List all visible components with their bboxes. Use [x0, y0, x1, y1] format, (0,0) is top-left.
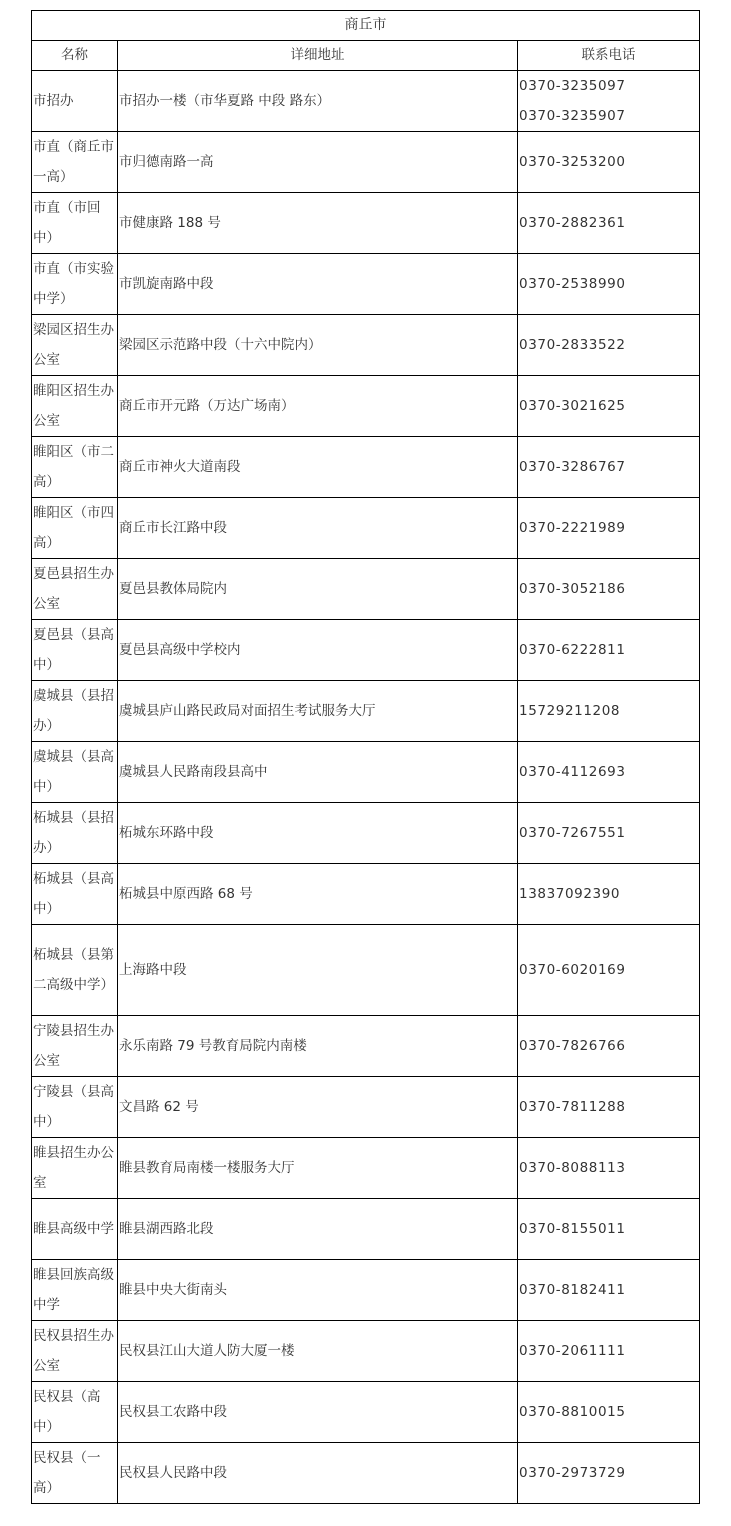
cell-name: 虞城县（县高中）	[32, 742, 118, 803]
phone-number: 0370-2061111	[519, 1343, 626, 1359]
phone-number: 0370-3021625	[519, 398, 626, 414]
table-row	[32, 1199, 700, 1260]
cell-address: 永乐南路 79 号教育局院内南楼	[118, 1016, 518, 1077]
cell-phone	[518, 925, 700, 1016]
cell-name: 柘城县（县高中）	[32, 864, 118, 925]
cell-address: 市健康路 188 号	[118, 193, 518, 254]
phone-number: 0370-2973729	[519, 1465, 626, 1481]
cell-name: 柘城县（县第二高级中学）	[32, 925, 118, 1016]
cell-phone	[518, 1382, 700, 1443]
table-row	[32, 1443, 700, 1504]
cell-phone	[518, 803, 700, 864]
phone-number: 0370-8155011	[519, 1221, 626, 1237]
cell-phone	[518, 315, 700, 376]
cell-address: 民权县人民路中段	[118, 1443, 518, 1504]
cell-address: 商丘市神火大道南段	[118, 437, 518, 498]
table-row	[32, 315, 700, 376]
cell-phone	[518, 376, 700, 437]
cell-phone	[518, 437, 700, 498]
cell-name: 民权县（一高）	[32, 1443, 118, 1504]
cell-address: 虞城县人民路南段县高中	[118, 742, 518, 803]
table-row	[32, 1016, 700, 1077]
cell-phone	[518, 193, 700, 254]
cell-phone	[518, 1321, 700, 1382]
table-row	[32, 559, 700, 620]
table-row	[32, 71, 700, 132]
phone-number: 0370-6020169	[519, 962, 626, 978]
phone-number: 0370-7811288	[519, 1099, 626, 1115]
cell-phone	[518, 132, 700, 193]
cell-name: 宁陵县招生办公室	[32, 1016, 118, 1077]
cell-phone	[518, 864, 700, 925]
phone-number: 0370-8182411	[519, 1282, 626, 1298]
cell-address: 睢县教育局南楼一楼服务大厅	[118, 1138, 518, 1199]
cell-address: 民权县工农路中段	[118, 1382, 518, 1443]
cell-name: 宁陵县（县高中）	[32, 1077, 118, 1138]
phone-number: 15729211208	[519, 703, 621, 719]
cell-name: 夏邑县招生办公室	[32, 559, 118, 620]
header-name: 名称	[32, 41, 118, 71]
phone-number: 0370-3052186	[519, 581, 626, 597]
cell-address: 柘城东环路中段	[118, 803, 518, 864]
table-row	[32, 376, 700, 437]
cell-address: 市凯旋南路中段	[118, 254, 518, 315]
cell-name: 睢县高级中学	[32, 1199, 118, 1260]
cell-phone	[518, 620, 700, 681]
table-row	[32, 437, 700, 498]
cell-name: 市直（市回中）	[32, 193, 118, 254]
cell-name: 睢阳区（市四高）	[32, 498, 118, 559]
cell-address: 虞城县庐山路民政局对面招生考试服务大厅	[118, 681, 518, 742]
cell-phone	[518, 1260, 700, 1321]
phone-number: 0370-8088113	[519, 1160, 626, 1176]
cell-phone	[518, 1138, 700, 1199]
cell-address: 商丘市开元路（万达广场南）	[118, 376, 518, 437]
cell-address: 市招办一楼（市华夏路 中段 路东）	[118, 71, 518, 132]
cell-name: 睢县回族高级中学	[32, 1260, 118, 1321]
table-wrapper	[31, 10, 699, 1504]
table-row	[32, 742, 700, 803]
phone-number: 0370-7267551	[519, 825, 626, 841]
phone-number: 0370-3235907	[519, 108, 626, 124]
cell-phone	[518, 71, 700, 132]
cell-address: 睢县中央大街南头	[118, 1260, 518, 1321]
cell-address: 市归德南路一高	[118, 132, 518, 193]
cell-address: 夏邑县高级中学校内	[118, 620, 518, 681]
cell-phone	[518, 254, 700, 315]
cell-name: 夏邑县（县高中）	[32, 620, 118, 681]
phone-number: 0370-4112693	[519, 764, 626, 780]
phone-number: 0370-3286767	[519, 459, 626, 475]
table-row	[32, 132, 700, 193]
cell-address: 上海路中段	[118, 925, 518, 1016]
table-row	[32, 803, 700, 864]
phone-number: 0370-2221989	[519, 520, 626, 536]
cell-address: 民权县江山大道人防大厦一楼	[118, 1321, 518, 1382]
cell-name: 柘城县（县招办）	[32, 803, 118, 864]
contact-table-body	[32, 11, 700, 1504]
table-row	[32, 1382, 700, 1443]
table-row	[32, 925, 700, 1016]
cell-name: 睢阳区（市二高）	[32, 437, 118, 498]
cell-address: 商丘市长江路中段	[118, 498, 518, 559]
cell-phone	[518, 559, 700, 620]
cell-name: 睢县招生办公室	[32, 1138, 118, 1199]
phone-number: 0370-8810015	[519, 1404, 626, 1420]
cell-phone	[518, 498, 700, 559]
contact-table	[31, 10, 700, 1504]
table-row	[32, 254, 700, 315]
cell-name: 民权县招生办公室	[32, 1321, 118, 1382]
phone-number: 13837092390	[519, 886, 621, 902]
cell-phone	[518, 681, 700, 742]
cell-name: 梁园区招生办公室	[32, 315, 118, 376]
cell-phone	[518, 1199, 700, 1260]
table-row	[32, 193, 700, 254]
table-row	[32, 864, 700, 925]
cell-phone	[518, 1016, 700, 1077]
cell-name: 睢阳区招生办公室	[32, 376, 118, 437]
phone-number: 0370-2833522	[519, 337, 626, 353]
cell-name: 民权县（高中）	[32, 1382, 118, 1443]
table-row	[32, 620, 700, 681]
phone-number: 0370-7826766	[519, 1038, 626, 1054]
cell-address: 睢县湖西路北段	[118, 1199, 518, 1260]
table-row	[32, 498, 700, 559]
cell-address: 梁园区示范路中段（十六中院内）	[118, 315, 518, 376]
cell-phone	[518, 742, 700, 803]
cell-address: 文昌路 62 号	[118, 1077, 518, 1138]
cell-name: 市直（市实验中学）	[32, 254, 118, 315]
phone-number: 0370-3253200	[519, 154, 626, 170]
header-phone: 联系电话	[518, 41, 700, 71]
header-address: 详细地址	[118, 41, 518, 71]
phone-number: 0370-6222811	[519, 642, 626, 658]
table-row	[32, 681, 700, 742]
table-row	[32, 1138, 700, 1199]
table-title: 商丘市	[32, 11, 700, 41]
cell-address: 夏邑县教体局院内	[118, 559, 518, 620]
phone-number: 0370-2538990	[519, 276, 626, 292]
cell-name: 市直（商丘市一高）	[32, 132, 118, 193]
phone-number: 0370-2882361	[519, 215, 626, 231]
cell-address: 柘城县中原西路 68 号	[118, 864, 518, 925]
table-row	[32, 1321, 700, 1382]
table-row	[32, 1260, 700, 1321]
header-row	[32, 41, 700, 71]
phone-number: 0370-3235097	[519, 78, 626, 94]
cell-name: 市招办	[32, 71, 118, 132]
cell-phone	[518, 1443, 700, 1504]
cell-name: 虞城县（县招办）	[32, 681, 118, 742]
cell-phone	[518, 1077, 700, 1138]
table-row	[32, 1077, 700, 1138]
